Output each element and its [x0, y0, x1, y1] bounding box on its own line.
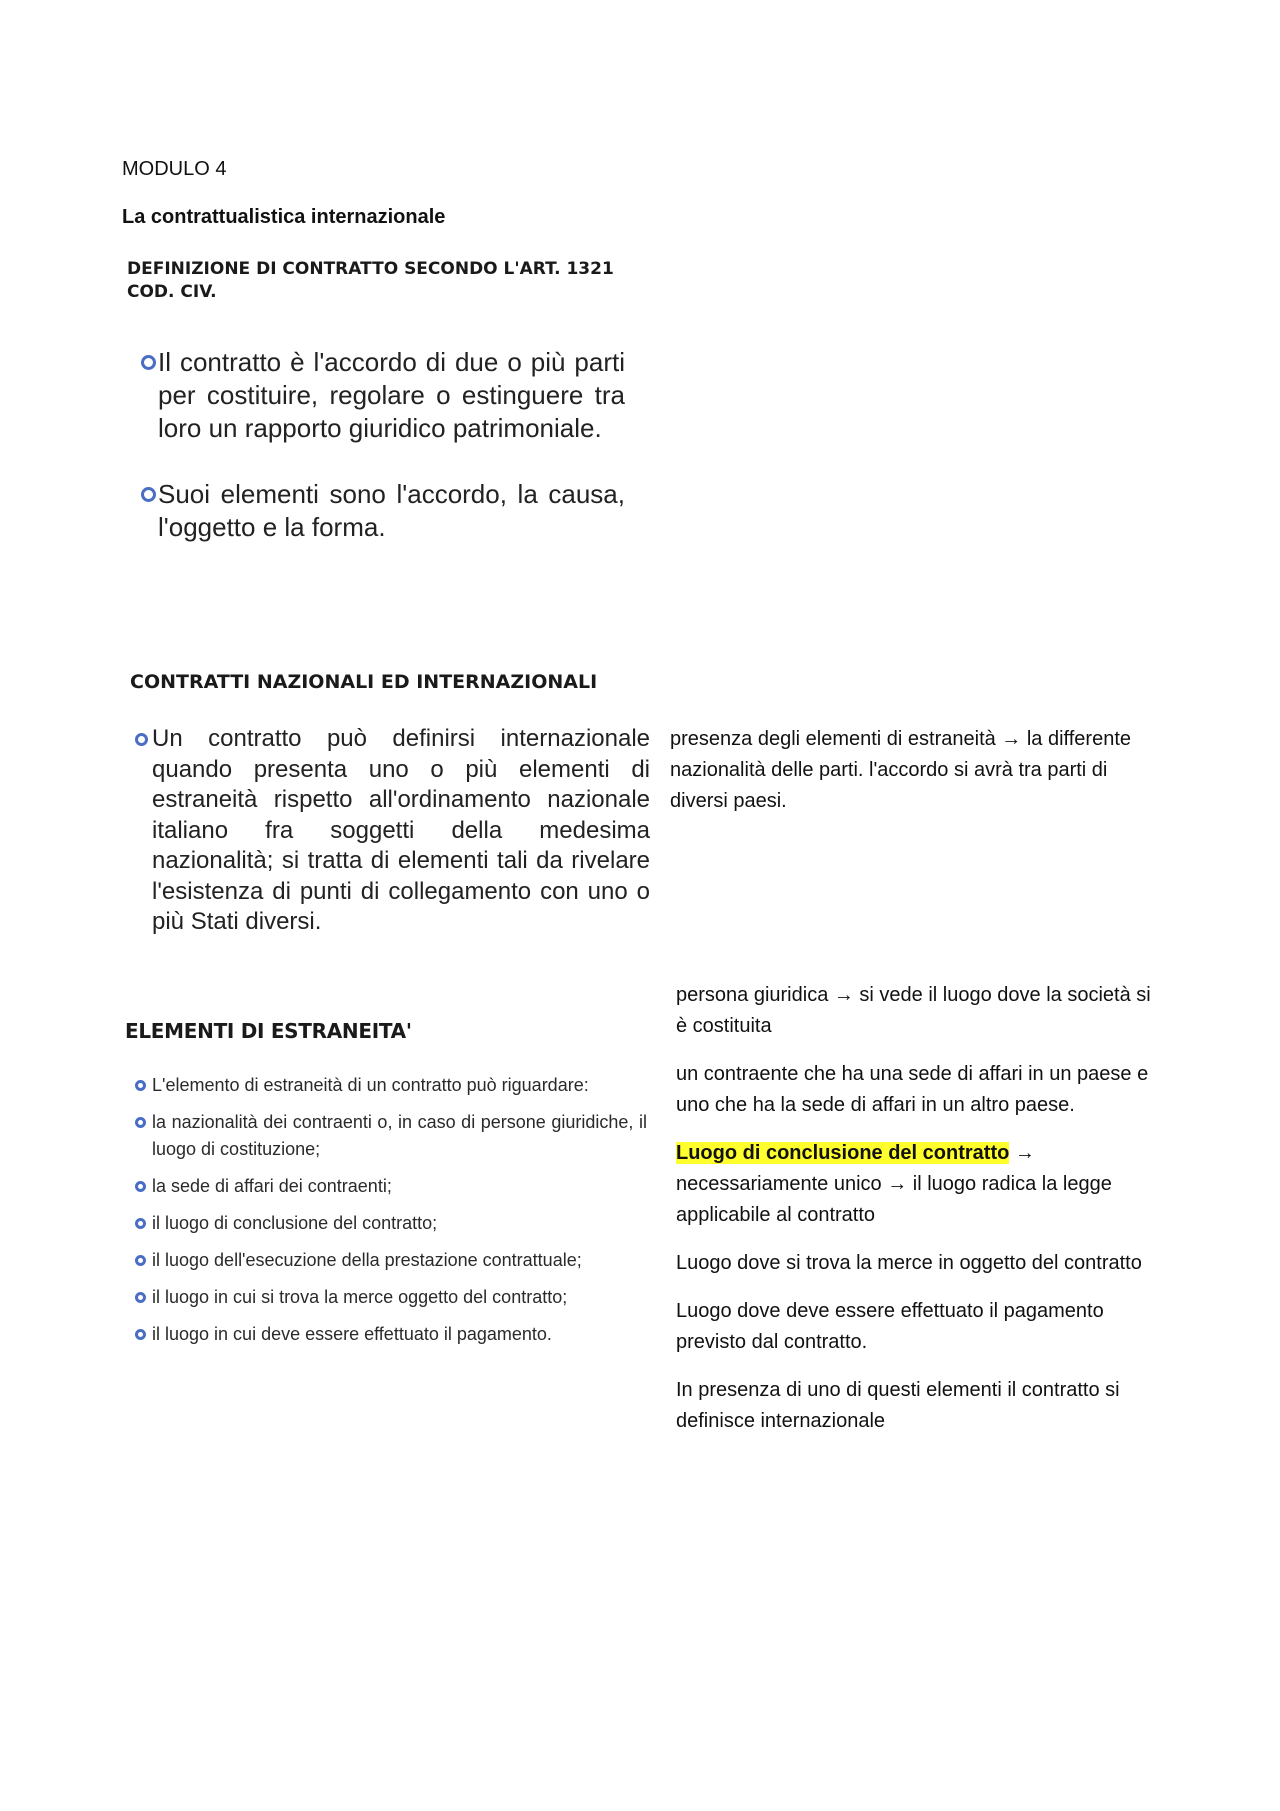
definition-bullet-list [143, 346, 625, 577]
bullet-text: il luogo di conclusione del contratto; [152, 1213, 438, 1233]
bullet-circle-icon [135, 1329, 146, 1340]
bullet-text: Il contratto è l'accordo di due o più parti per costituire, regolare o estinguere tra loro un rapporto giuridico patrimoniale. [158, 347, 625, 443]
bullet-text: Un contratto può definirsi internazionale quando presenta uno o più elementi di estraneità rispetto all'ordinamento nazionale italiano fra soggetti della medesima nazionalità; si tratta di elementi tali da rivelare l'esistenza di punti di collegamento con uno o più Stati diversi. [152, 725, 650, 935]
list-item [135, 1072, 647, 1099]
list-item [135, 1173, 647, 1200]
nationality-note: presenza degli elementi di estraneità → la differente nazionalità delle parti. l'accordo si avrà tra parti di diversi paesi. [670, 728, 1132, 812]
foreign-elements-bullet-list [135, 1072, 647, 1358]
definition-heading: DEFINIZIONE DI CONTRATTO SECONDO L'ART. 1321 COD. CIV. [127, 259, 614, 302]
national-international-heading: CONTRATTI NAZIONALI ED INTERNAZIONALI [130, 671, 598, 693]
bullet-text: il luogo dell'esecuzione della prestazione contrattuale; [152, 1250, 582, 1270]
bullet-text: la nazionalità dei contraenti o, in caso di persone giuridiche, il luogo di costituzione; [152, 1112, 647, 1159]
bullet-circle-icon [135, 1117, 146, 1128]
page-title: La contrattualistica internazionale [122, 206, 446, 228]
national-bullet-list [135, 724, 650, 938]
legal-person-note: persona giuridica → si vede il luogo dove la società si è costituita [676, 984, 1151, 1037]
bullet-circle-icon [135, 733, 148, 746]
list-item [135, 1284, 647, 1311]
bullet-circle-icon [141, 355, 156, 370]
bullet-circle-icon [141, 487, 156, 502]
conclusion-note: In presenza di uno di questi elementi il contratto si definisce internazionale [676, 1379, 1120, 1432]
bullet-circle-icon [135, 1080, 146, 1091]
highlighted-term: Luogo di conclusione del contratto [676, 1142, 1010, 1164]
list-item [135, 724, 650, 938]
goods-place-note: Luogo dove si trova la merce in oggetto del contratto [676, 1252, 1142, 1274]
module-label: MODULO 4 [122, 158, 227, 180]
list-item [135, 1109, 647, 1163]
foreign-elements-heading: ELEMENTI DI ESTRANEITA' [125, 1019, 412, 1043]
conclusion-place-note [676, 1138, 1156, 1231]
list-item [135, 1321, 647, 1348]
notes-column [676, 980, 1156, 1454]
bullet-circle-icon [135, 1255, 146, 1266]
bullet-text: Suoi elementi sono l'accordo, la causa, l'oggetto e la forma. [158, 479, 625, 542]
bullet-text: il luogo in cui deve essere effettuato il pagamento. [152, 1324, 552, 1344]
payment-place-note: Luogo dove deve essere effettuato il pagamento previsto dal contratto. [676, 1300, 1104, 1353]
bullet-text: la sede di affari dei contraenti; [152, 1176, 392, 1196]
bullet-text: il luogo in cui si trova la merce oggetto del contratto; [152, 1287, 568, 1307]
bullet-circle-icon [135, 1218, 146, 1229]
conclusion-place-text: → necessariamente unico → il luogo radica la legge applicabile al contratto [676, 1142, 1112, 1226]
list-item [135, 1210, 647, 1237]
list-item [143, 478, 625, 544]
bullet-circle-icon [135, 1292, 146, 1303]
list-item [143, 346, 625, 445]
bullet-text: L'elemento di estraneità di un contratto può riguardare: [152, 1075, 589, 1095]
bullet-circle-icon [135, 1181, 146, 1192]
business-seat-note: un contraente che ha una sede di affari in un paese e uno che ha la sede di affari in un altro paese. [676, 1063, 1149, 1116]
list-item [135, 1247, 647, 1274]
